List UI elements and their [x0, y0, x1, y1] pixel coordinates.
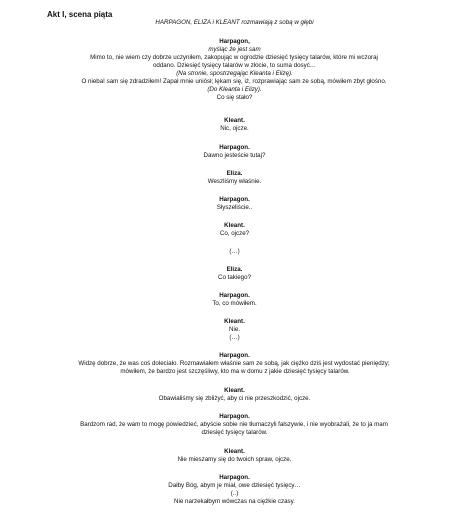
dialogue-ellipsis-1	[0, 248, 469, 256]
speaker-name: Kleant.	[224, 387, 245, 394]
speaker-name: Kleant.	[224, 117, 245, 124]
dialogue-block-kleant-4	[0, 387, 469, 403]
speech-line: Słyszeliście..	[216, 204, 253, 211]
speech-line: mówiłem, że bardzo jest szczęśliwy, kto ma w domu z jakie dziesięć tysięcy talarów.	[120, 368, 350, 375]
speech-line: Nie.	[228, 326, 240, 333]
speech-line: Dawno jesteście tutaj?	[203, 152, 266, 159]
dialogue-block-eliza-1	[0, 170, 469, 186]
scene-title: Akt I, scena piąta	[47, 10, 113, 19]
speaker-name: Kleant.	[224, 222, 245, 229]
speech-line: (…)	[229, 334, 240, 341]
speech-line: Dałby Bóg, abym je miał, owe dziesięć tysięcy…	[168, 482, 301, 489]
speech-line: oddano. Dziesięć tysięcy talarów w złocie, to suma dosyć…	[152, 62, 316, 69]
speech-line: Obawialiśmy się zbliżyć, aby ci nie przeszkodzić, ojcze.	[158, 395, 311, 402]
speech-line: Nie narzekałbym wówczas na ciężkie czasy.	[174, 498, 295, 505]
speech-line: To, co mówiłem.	[212, 300, 257, 307]
dialogue-block-harpagon-5	[0, 352, 469, 376]
speaker-name: Harpagon.	[219, 292, 250, 299]
dialogue-block-eliza-2	[0, 266, 469, 282]
speech-line: (…)	[229, 248, 240, 255]
dialogue-block-kleant-3	[0, 318, 469, 342]
dialogue-block-kleant-5	[0, 448, 469, 464]
speech-line: Weszliśmy właśnie.	[207, 178, 262, 185]
speech-line: (..)	[230, 490, 239, 497]
speaker-name: Eliza.	[226, 266, 243, 273]
dialogue-block-harpagon-3	[0, 196, 469, 212]
speaker-name: Harpagon,	[219, 38, 250, 45]
stage-direction: (Do Kleanta i Elizy).	[207, 86, 262, 93]
speaker-name: Eliza.	[226, 170, 243, 177]
dialogue-block-harpagon-1	[0, 38, 469, 102]
speech-line: O nieba! sam się zdradziłem! Zapał mnie uniósł; lękam się, iż, rozprawiając sam ze sobą, mówiłem zbyt głośno.	[81, 78, 387, 85]
speech-line: Widzę dobrze, że was coś doleciało. Rozmawiałem właśnie sam ze sobą, jak ciężko dziś jest wydostać pieniędzy;	[78, 360, 390, 367]
stage-direction: (Na stronie, spostrzegając Kleanta i Elizę).	[176, 70, 293, 77]
speech-line: Co takiego?	[217, 274, 252, 281]
speech-line: Nic, ojcze.	[220, 125, 249, 132]
dialogue-block-harpagon-4	[0, 292, 469, 308]
speaker-name: Kleant.	[224, 318, 245, 325]
stage-direction: myśląc że jest sam	[208, 46, 261, 53]
speaker-name: Harpagon.	[219, 413, 250, 420]
speech-line: Mimo to, nie wiem czy dobrze uczyniłem, zakopując w ogrodzie dziesięć tysięcy talarów, które mi wczoraj	[90, 54, 378, 61]
dialogue-block-harpagon-6	[0, 413, 469, 437]
speaker-name: Harpagon.	[219, 144, 250, 151]
dialogue-block-harpagon-2	[0, 144, 469, 160]
speech-line: Bardzom rad, że wam to mogę powiedzieć, abyście sobie nie tłumaczyli fałszywie, i nie wyobrażali, że to ja mam	[80, 421, 388, 428]
dialogue-block-kleant-1	[0, 117, 469, 133]
dialogue-block-kleant-2	[0, 222, 469, 238]
speaker-name: Harpagon.	[219, 196, 250, 203]
dialogue-block-harpagon-7	[0, 474, 469, 506]
speech-line: Co się stało?	[216, 94, 253, 101]
speaker-name: Kleant.	[224, 448, 245, 455]
speaker-name: Harpagon.	[219, 474, 250, 481]
speaker-name: Harpagon.	[219, 352, 250, 359]
speech-line: dziesięć tysięcy talarów.	[201, 429, 268, 436]
speech-line: Nie mieszamy się do twoich spraw, ojcze.	[177, 456, 292, 463]
stage-direction: HARPAGON, ELIZA i KLEANT rozmawiają z sobą w głębi	[155, 19, 314, 26]
speech-line: Co, ojcze?	[219, 230, 250, 237]
